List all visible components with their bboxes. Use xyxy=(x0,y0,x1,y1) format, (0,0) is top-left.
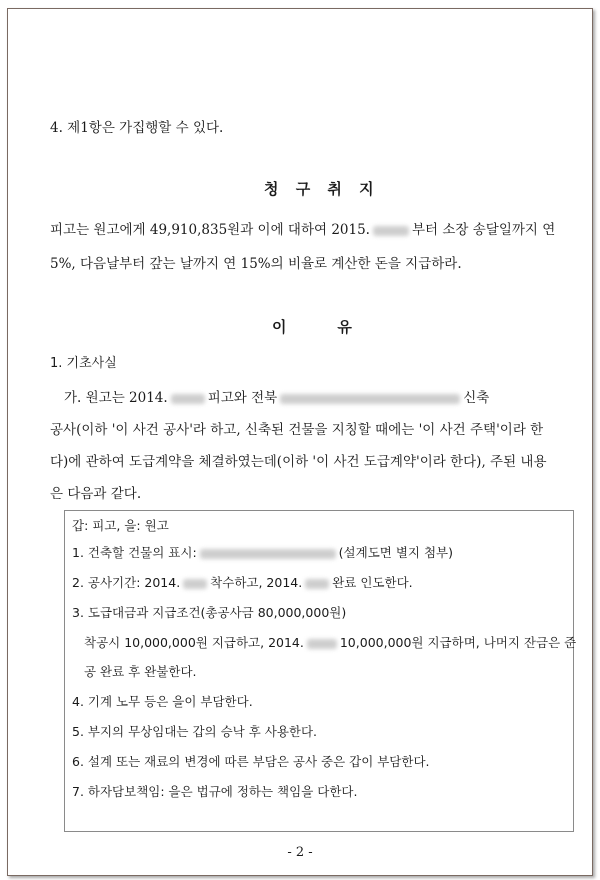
claim-text-1a: 피고는 원고에게 49,910,835원과 이에 대하여 2015. xyxy=(50,222,370,238)
redacted-date xyxy=(183,579,207,589)
box-line-6: 6. 설계 또는 재료의 변경에 따른 부담은 공사 중은 갑이 부담한다. xyxy=(72,754,430,769)
redacted-building xyxy=(200,549,336,559)
box-text-3ab: 10,000,000원 지급하며, 나머지 잔금은 준 xyxy=(339,635,577,650)
claim-line-2: 5%, 다음날부터 갚는 날까지 연 15%의 비율로 계산한 돈을 지급하라. xyxy=(50,256,462,272)
para-line-3: 다)에 관하여 도급계약을 체결하였는데(이하 '이 사건 도급계약'이라 한다), 주된 내용 xyxy=(50,454,547,470)
claim-heading: 청 구 취 지 xyxy=(264,180,380,198)
box-line-3b: 공 완료 후 완불한다. xyxy=(84,664,197,679)
box-line-3a xyxy=(84,633,576,651)
box-line-7: 7. 하자담보책임: 을은 법규에 정하는 책임을 다한다. xyxy=(72,784,358,799)
box-text-2b: 착수하고, 2014. xyxy=(210,575,303,590)
claim-text-1b: 부터 소장 송달일까지 연 xyxy=(411,222,556,238)
claim-line-1 xyxy=(50,218,555,238)
para-line-4: 은 다음과 같다. xyxy=(50,486,142,502)
redacted-date xyxy=(373,226,409,236)
box-text-2c: 완료 인도한다. xyxy=(332,575,413,590)
section-1-title: 1. 기초사실 xyxy=(50,356,117,371)
box-line-2 xyxy=(72,573,413,591)
redacted-date xyxy=(307,639,337,649)
para-text-1b: 피고와 전북 xyxy=(207,390,278,406)
box-text-3aa: 착공시 10,000,000원 지급하고, 2014. xyxy=(84,635,304,650)
box-line-4: 4. 기계 노무 등은 을이 부담한다. xyxy=(72,694,253,709)
page-number: - 2 - xyxy=(287,845,313,860)
redacted-date xyxy=(305,579,329,589)
para-text-1c: 신축 xyxy=(463,390,490,406)
item-4: 4. 제1항은 가집행할 수 있다. xyxy=(50,120,224,136)
para-line-1 xyxy=(64,386,489,406)
box-text-1a: 1. 건축할 건물의 표시: xyxy=(72,545,197,560)
box-line-0: 갑: 피고, 을: 원고 xyxy=(72,518,169,533)
para-line-2: 공사(이하 '이 사건 공사'라 하고, 신축된 건물을 지칭할 때에는 '이 사건 주택'이라 한 xyxy=(50,422,544,438)
box-text-1b: (설계도면 별지 첨부) xyxy=(338,545,453,560)
box-line-5: 5. 부지의 무상임대는 갑의 승낙 후 사용한다. xyxy=(72,724,318,739)
box-line-1 xyxy=(72,543,453,561)
redacted-address xyxy=(280,394,460,404)
para-text-1a: 가. 원고는 2014. xyxy=(64,390,168,406)
redacted-date xyxy=(171,394,205,404)
box-line-3: 3. 도급대금과 지급조건(총공사금 80,000,000원) xyxy=(72,605,347,620)
box-text-2a: 2. 공사기간: 2014. xyxy=(72,575,181,590)
reason-heading: 이 유 xyxy=(272,318,358,336)
